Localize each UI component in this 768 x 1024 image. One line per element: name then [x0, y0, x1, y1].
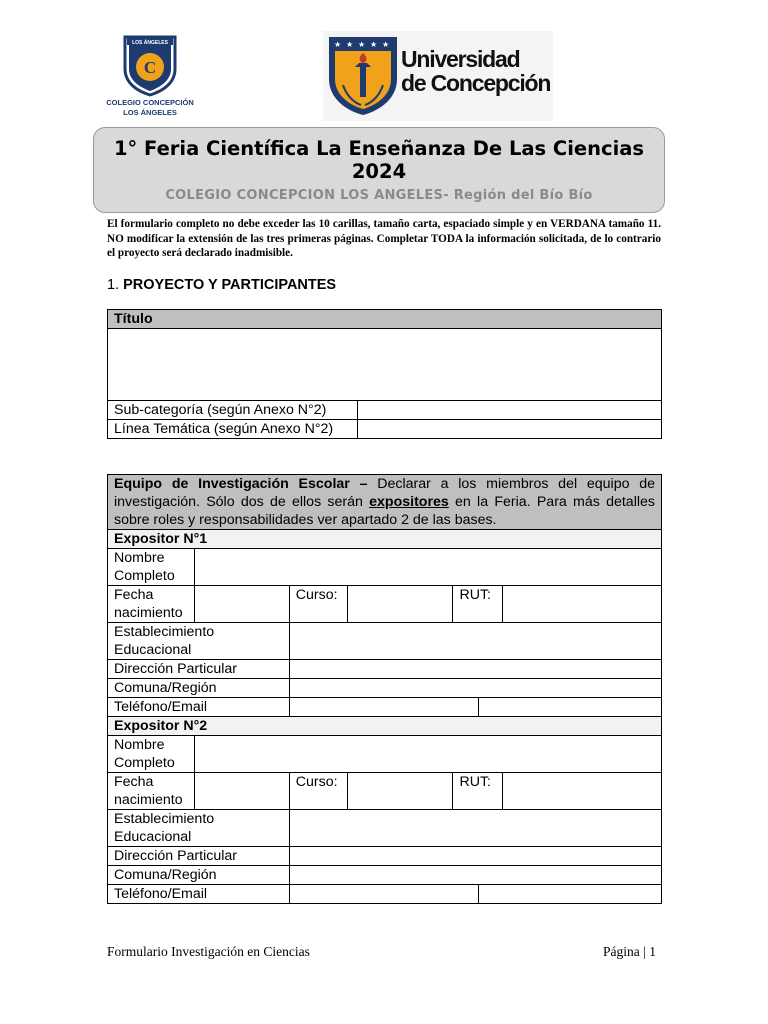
title-banner — [93, 127, 665, 213]
udec-shield-icon — [327, 35, 399, 117]
expositor-2-school-label: Establecimiento Educacional — [108, 810, 290, 847]
thematic-line-field[interactable] — [357, 420, 661, 439]
expositor-2-school-field[interactable] — [289, 810, 661, 847]
team-intro-text-1: Declarar a los miembros del equipo de investigación. Sólo dos de ellos serán — [114, 476, 656, 510]
expositor-1-address-field[interactable] — [289, 660, 661, 679]
expositor-1-rut-label: RUT: — [453, 586, 503, 623]
expositor-1-name-field[interactable] — [194, 549, 661, 586]
expositor-1-heading: Expositor N°1 — [108, 530, 662, 549]
section-number: 1. — [107, 277, 124, 293]
expositor-2-birth-label: Fecha nacimiento — [108, 773, 195, 810]
project-table — [107, 309, 662, 439]
page-title: 1° Feria Científica La Enseñanza De Las Ciencias 2024 — [113, 137, 645, 183]
expositor-2-course-field[interactable] — [347, 773, 453, 810]
expositor-1-email-field[interactable] — [479, 698, 662, 717]
expositor-1-course-field[interactable] — [347, 586, 453, 623]
udec-logo — [323, 31, 553, 121]
colegio-caption-1: COLEGIO CONCEPCIÓN — [106, 98, 194, 107]
section-heading — [107, 277, 336, 293]
expositor-1-commune-field[interactable] — [289, 679, 661, 698]
svg-text:★: ★ — [370, 40, 378, 49]
project-title-header: Título — [108, 310, 662, 329]
colegio-shield-icon — [121, 33, 179, 97]
subcategory-label: Sub-categoría (según Anexo N°2) — [108, 401, 358, 420]
page-subtitle: COLEGIO CONCEPCION LOS ANGELES- Región del Bío Bío — [165, 188, 593, 203]
section-title: PROYECTO Y PARTICIPANTES — [123, 277, 337, 293]
expositor-2-commune-field[interactable] — [289, 866, 661, 885]
expositor-2-address-label: Dirección Particular — [108, 847, 290, 866]
expositor-2-phone-label: Teléfono/Email — [108, 885, 290, 904]
expositor-2-phone-field[interactable] — [289, 885, 479, 904]
team-intro-bold: Equipo de Investigación Escolar – — [114, 476, 368, 492]
expositor-1-name-label: Nombre Completo — [108, 549, 195, 586]
expositor-2-heading: Expositor N°2 — [108, 717, 662, 736]
expositor-2-rut-field[interactable] — [503, 773, 662, 810]
expositor-1-birth-label: Fecha nacimiento — [108, 586, 195, 623]
colegio-caption-2: LOS ÁNGELES — [123, 108, 177, 117]
expositor-1-school-label: Establecimiento Educacional — [108, 623, 290, 660]
expositor-2-birth-field[interactable] — [194, 773, 289, 810]
expositor-2-rut-label: RUT: — [453, 773, 503, 810]
udec-wordmark-line-2: de Concepción — [401, 70, 551, 96]
team-intro — [108, 475, 662, 530]
udec-wordmark-line-1: Universidad — [401, 46, 520, 72]
project-title-field[interactable] — [108, 329, 662, 401]
expositor-1-birth-field[interactable] — [194, 586, 289, 623]
instructions-text: El formulario completo no debe exceder las 10 carillas, tamaño carta, espaciado simple y en VERDANA tamaño 11. NO modificar la extensión de las tres primeras páginas. Completar TODA la información solicitada, de lo contrario el proyecto será declarado inadmisible. — [107, 218, 661, 259]
team-intro-text-2: en la Feria. Para más detalles sobre roles y responsabilidades ver apartado 2 de las bases. — [114, 494, 655, 528]
expositor-1-course-label: Curso: — [289, 586, 347, 623]
expositor-2-commune-label: Comuna/Región — [108, 866, 290, 885]
svg-text:C: C — [143, 58, 157, 77]
expositor-2-course-label: Curso: — [289, 773, 347, 810]
colegio-logo — [104, 33, 196, 118]
svg-text:★: ★ — [334, 40, 342, 49]
expositor-1-address-label: Dirección Particular — [108, 660, 290, 679]
svg-text:★: ★ — [382, 40, 390, 49]
footer-document-name: Formulario Investigación en Ciencias — [107, 944, 310, 959]
team-intro-underlined: expositores — [369, 494, 449, 510]
svg-text:★: ★ — [346, 40, 354, 49]
subcategory-field[interactable] — [357, 401, 661, 420]
expositor-1-rut-field[interactable] — [503, 586, 662, 623]
team-table — [107, 474, 662, 904]
expositor-2-email-field[interactable] — [479, 885, 662, 904]
expositor-2-name-field[interactable] — [194, 736, 661, 773]
expositor-1-commune-label: Comuna/Región — [108, 679, 290, 698]
expositor-1-phone-field[interactable] — [289, 698, 479, 717]
expositor-2-address-field[interactable] — [289, 847, 661, 866]
thematic-line-label: Línea Temática (según Anexo N°2) — [108, 420, 358, 439]
expositor-1-phone-label: Teléfono/Email — [108, 698, 290, 717]
expositor-2-name-label: Nombre Completo — [108, 736, 195, 773]
svg-text:★: ★ — [358, 40, 366, 49]
badge-text: LOS ÁNGELES — [132, 40, 168, 46]
footer-page-number: Página | 1 — [603, 944, 656, 959]
udec-wordmark — [401, 47, 550, 95]
expositor-1-school-field[interactable] — [289, 623, 661, 660]
